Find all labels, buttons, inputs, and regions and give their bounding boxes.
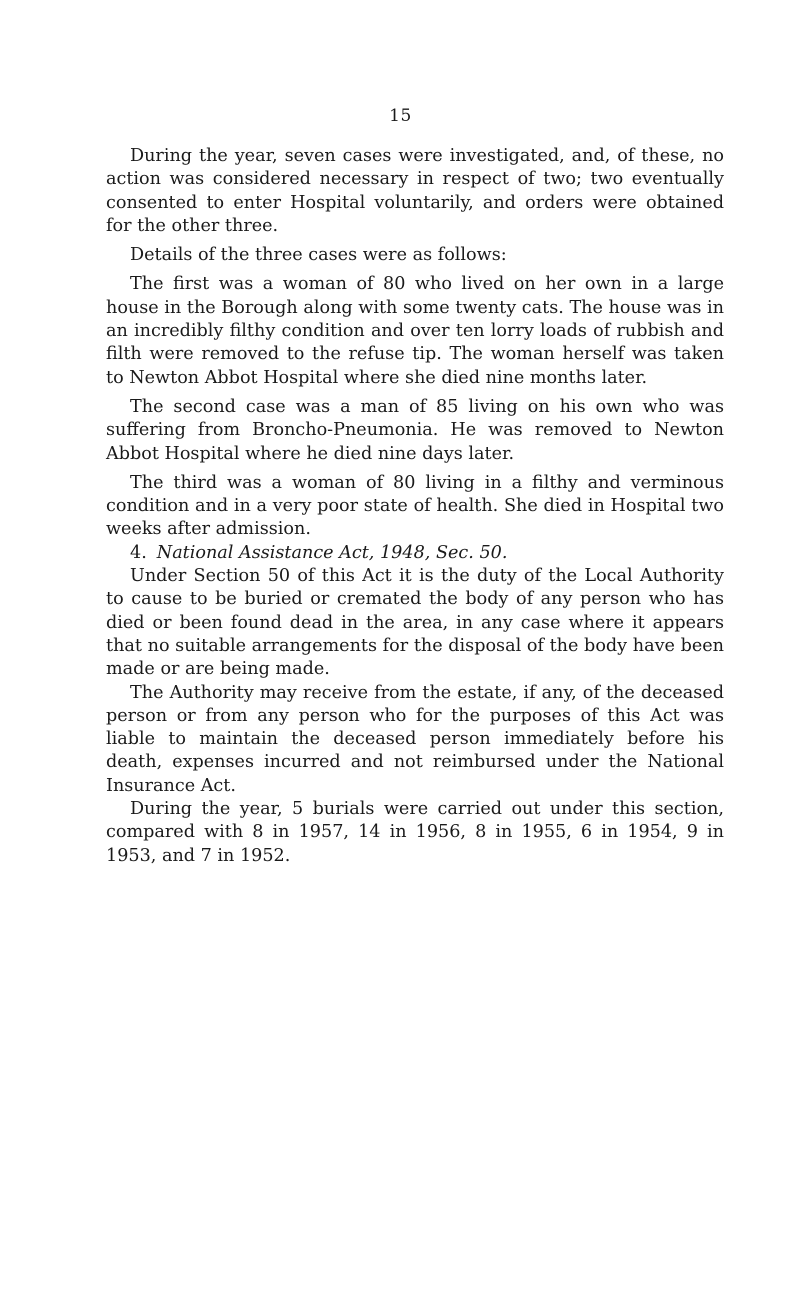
section-title: National Assistance Act, 1948, Sec. 50.	[156, 542, 508, 563]
paragraph-section-expenses: The Authority may receive from the estate, if any, of the deceased person or from any person who for the purposes of this Act was liable to maintain the deceased person immediately before his death, expenses incurred and not reimbursed under the National Insurance Act.	[106, 682, 724, 796]
paragraph-second-case: The second case was a man of 85 living on his own who was suffering from Broncho-Pneumonia. He was removed to Newton Abbot Hospital where he died nine days later.	[106, 396, 724, 464]
section-number: 4.	[130, 542, 147, 563]
section-heading	[106, 542, 724, 565]
paragraph-third-case: The third was a woman of 80 living in a filthy and verminous condition and in a very poor state of health. She died in Hospital two weeks after admission.	[106, 472, 724, 540]
paragraph-section-duty: Under Section 50 of this Act it is the duty of the Local Authority to cause to be buried or cremated the body of any person who has died or been found dead in the area, in any case where it appears that no suitable arrangements for the disposal of the body have been made or are being made.	[106, 566, 724, 680]
paragraph-details-intro: Details of the three cases were as follows:	[130, 245, 507, 266]
page-number: 15	[389, 106, 412, 126]
document-body	[106, 145, 724, 868]
paragraph-first-case: The first was a woman of 80 who lived on her own in a large house in the Borough along with some twenty cats. The house was in an incredibly filthy condition and over ten lorry loads of rubbish and filth were removed to the refuse tip. The woman herself was taken to Newton Abbot Hospital where she died nine months later.	[106, 274, 724, 388]
paragraph-section-burials: During the year, 5 burials were carried out under this section, compared with 8 in 1957, 14 in 1956, 8 in 1955, 6 in 1954, 9 in 1953, and 7 in 1952.	[106, 799, 724, 866]
paragraph-investigations: During the year, seven cases were investigated, and, of these, no action was considered necessary in respect of two; two eventually consented to enter Hospital voluntarily, and orders were obtained for the other three.	[106, 146, 724, 236]
